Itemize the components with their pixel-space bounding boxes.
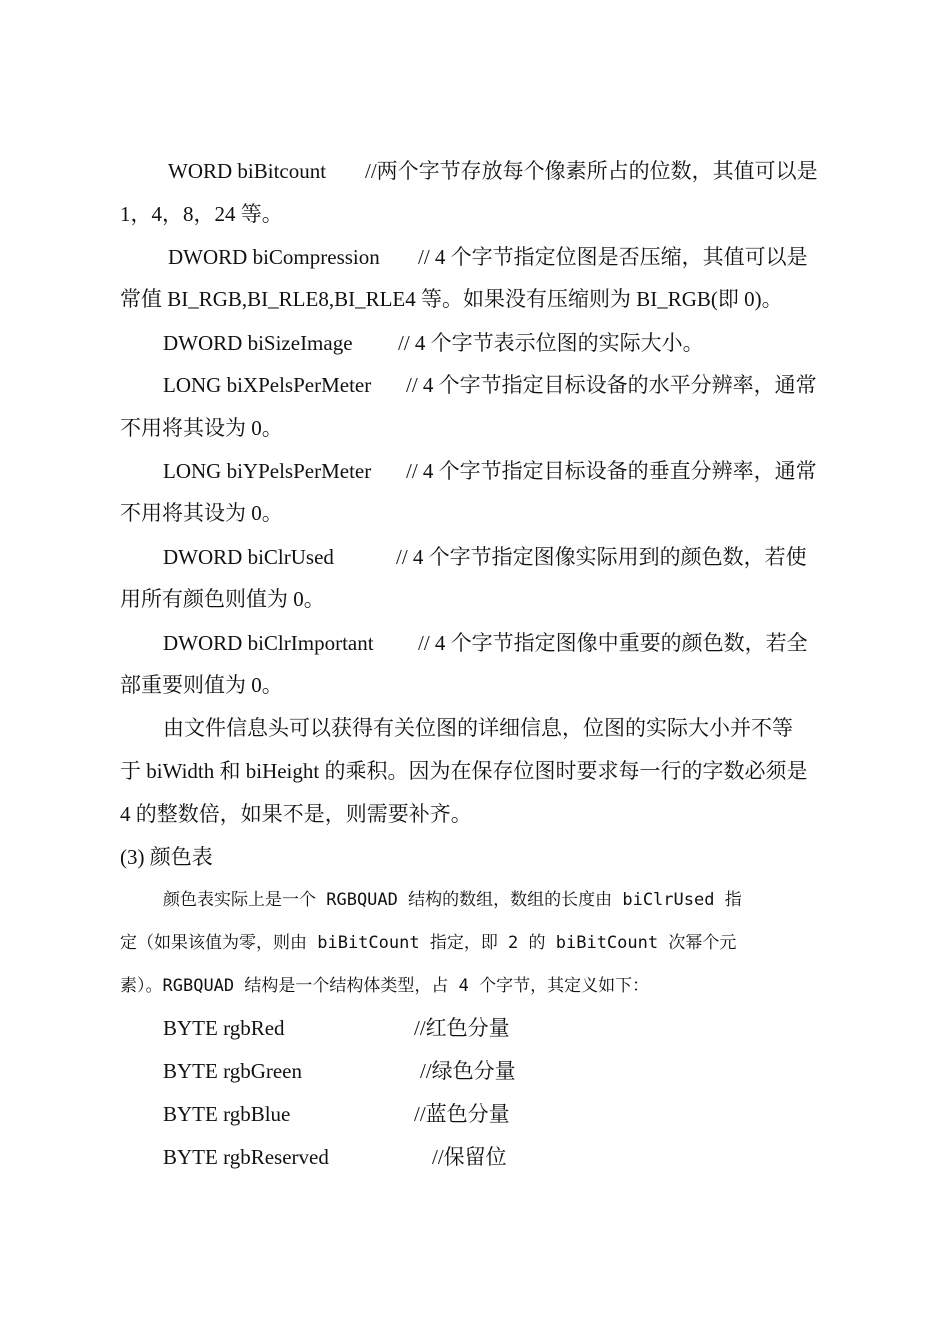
paragraph-line: 素）。RGBQUAD 结构是一个结构体类型，占 4 个字节，其定义如下： xyxy=(120,976,650,996)
field-line-rgbreserved xyxy=(0,1142,950,1172)
continuation-line: 常值 BI_RGB,BI_RLE8,BI_RLE4 等。如果没有压缩则为 BI_RGB(即 0)。 xyxy=(120,287,783,311)
field-line-biclrimportant xyxy=(0,628,950,658)
continuation-line: 不用将其设为 0。 xyxy=(120,416,283,440)
paragraph-line: 定（如果该值为零，则由 biBitCount 指定，即 2 的 biBitCount 次幂个元 xyxy=(120,933,737,953)
paragraph-line: 由文件信息头可以获得有关位图的详细信息，位图的实际大小并不等 xyxy=(163,716,793,740)
paragraph-line: 颜色表实际上是一个 RGBQUAD 结构的数组，数组的长度由 biClrUsed 指 xyxy=(163,890,742,910)
field-comment: // 4 个字节指定目标设备的垂直分辨率，通常 xyxy=(406,459,817,483)
field-declaration: WORD biBitcount xyxy=(168,159,327,183)
field-comment: // 4 个字节指定图像中重要的颜色数，若全 xyxy=(418,631,808,655)
field-declaration: LONG biYPelsPerMeter xyxy=(163,459,372,483)
field-line-bibitcount xyxy=(0,156,950,186)
field-declaration: DWORD biSizeImage xyxy=(163,331,353,355)
field-comment: //两个字节存放每个像素所占的位数，其值可以是 xyxy=(365,159,818,183)
field-declaration: BYTE rgbGreen xyxy=(163,1059,302,1083)
field-declaration: BYTE rgbRed xyxy=(163,1016,285,1040)
field-line-biypelspermeter xyxy=(0,456,950,486)
field-comment: //绿色分量 xyxy=(420,1059,516,1083)
field-line-bixpelspermeter xyxy=(0,370,950,400)
field-declaration: BYTE rgbBlue xyxy=(163,1102,291,1126)
field-line-rgbred xyxy=(0,1013,950,1043)
field-comment: // 4 个字节表示位图的实际大小。 xyxy=(398,331,704,355)
field-comment: // 4 个字节指定图像实际用到的颜色数，若使 xyxy=(396,545,807,569)
field-line-bicompression xyxy=(0,242,950,272)
field-line-bisizeimage xyxy=(0,328,950,358)
field-comment: //蓝色分量 xyxy=(414,1102,510,1126)
continuation-line: 1，4，8，24 等。 xyxy=(120,202,283,226)
field-declaration: BYTE rgbReserved xyxy=(163,1145,329,1169)
field-declaration: DWORD biCompression xyxy=(168,245,380,269)
field-comment: //保留位 xyxy=(432,1145,507,1169)
section-heading: (3) 颜色表 xyxy=(120,845,213,869)
field-comment: //红色分量 xyxy=(414,1016,510,1040)
continuation-line: 部重要则值为 0。 xyxy=(120,673,283,697)
field-comment: // 4 个字节指定位图是否压缩，其值可以是 xyxy=(418,245,808,269)
continuation-line: 用所有颜色则值为 0。 xyxy=(120,587,325,611)
field-comment: // 4 个字节指定目标设备的水平分辨率，通常 xyxy=(406,373,817,397)
field-line-rgbblue xyxy=(0,1099,950,1129)
field-declaration: LONG biXPelsPerMeter xyxy=(163,373,372,397)
paragraph-line: 4 的整数倍，如果不是，则需要补齐。 xyxy=(120,802,472,826)
paragraph-line: 于 biWidth 和 biHeight 的乘积。因为在保存位图时要求每一行的字数必须是 xyxy=(120,759,808,783)
field-declaration: DWORD biClrImportant xyxy=(163,631,374,655)
field-line-biclrused xyxy=(0,542,950,572)
field-line-rgbgreen xyxy=(0,1056,950,1086)
continuation-line: 不用将其设为 0。 xyxy=(120,501,283,525)
field-declaration: DWORD biClrUsed xyxy=(163,545,334,569)
